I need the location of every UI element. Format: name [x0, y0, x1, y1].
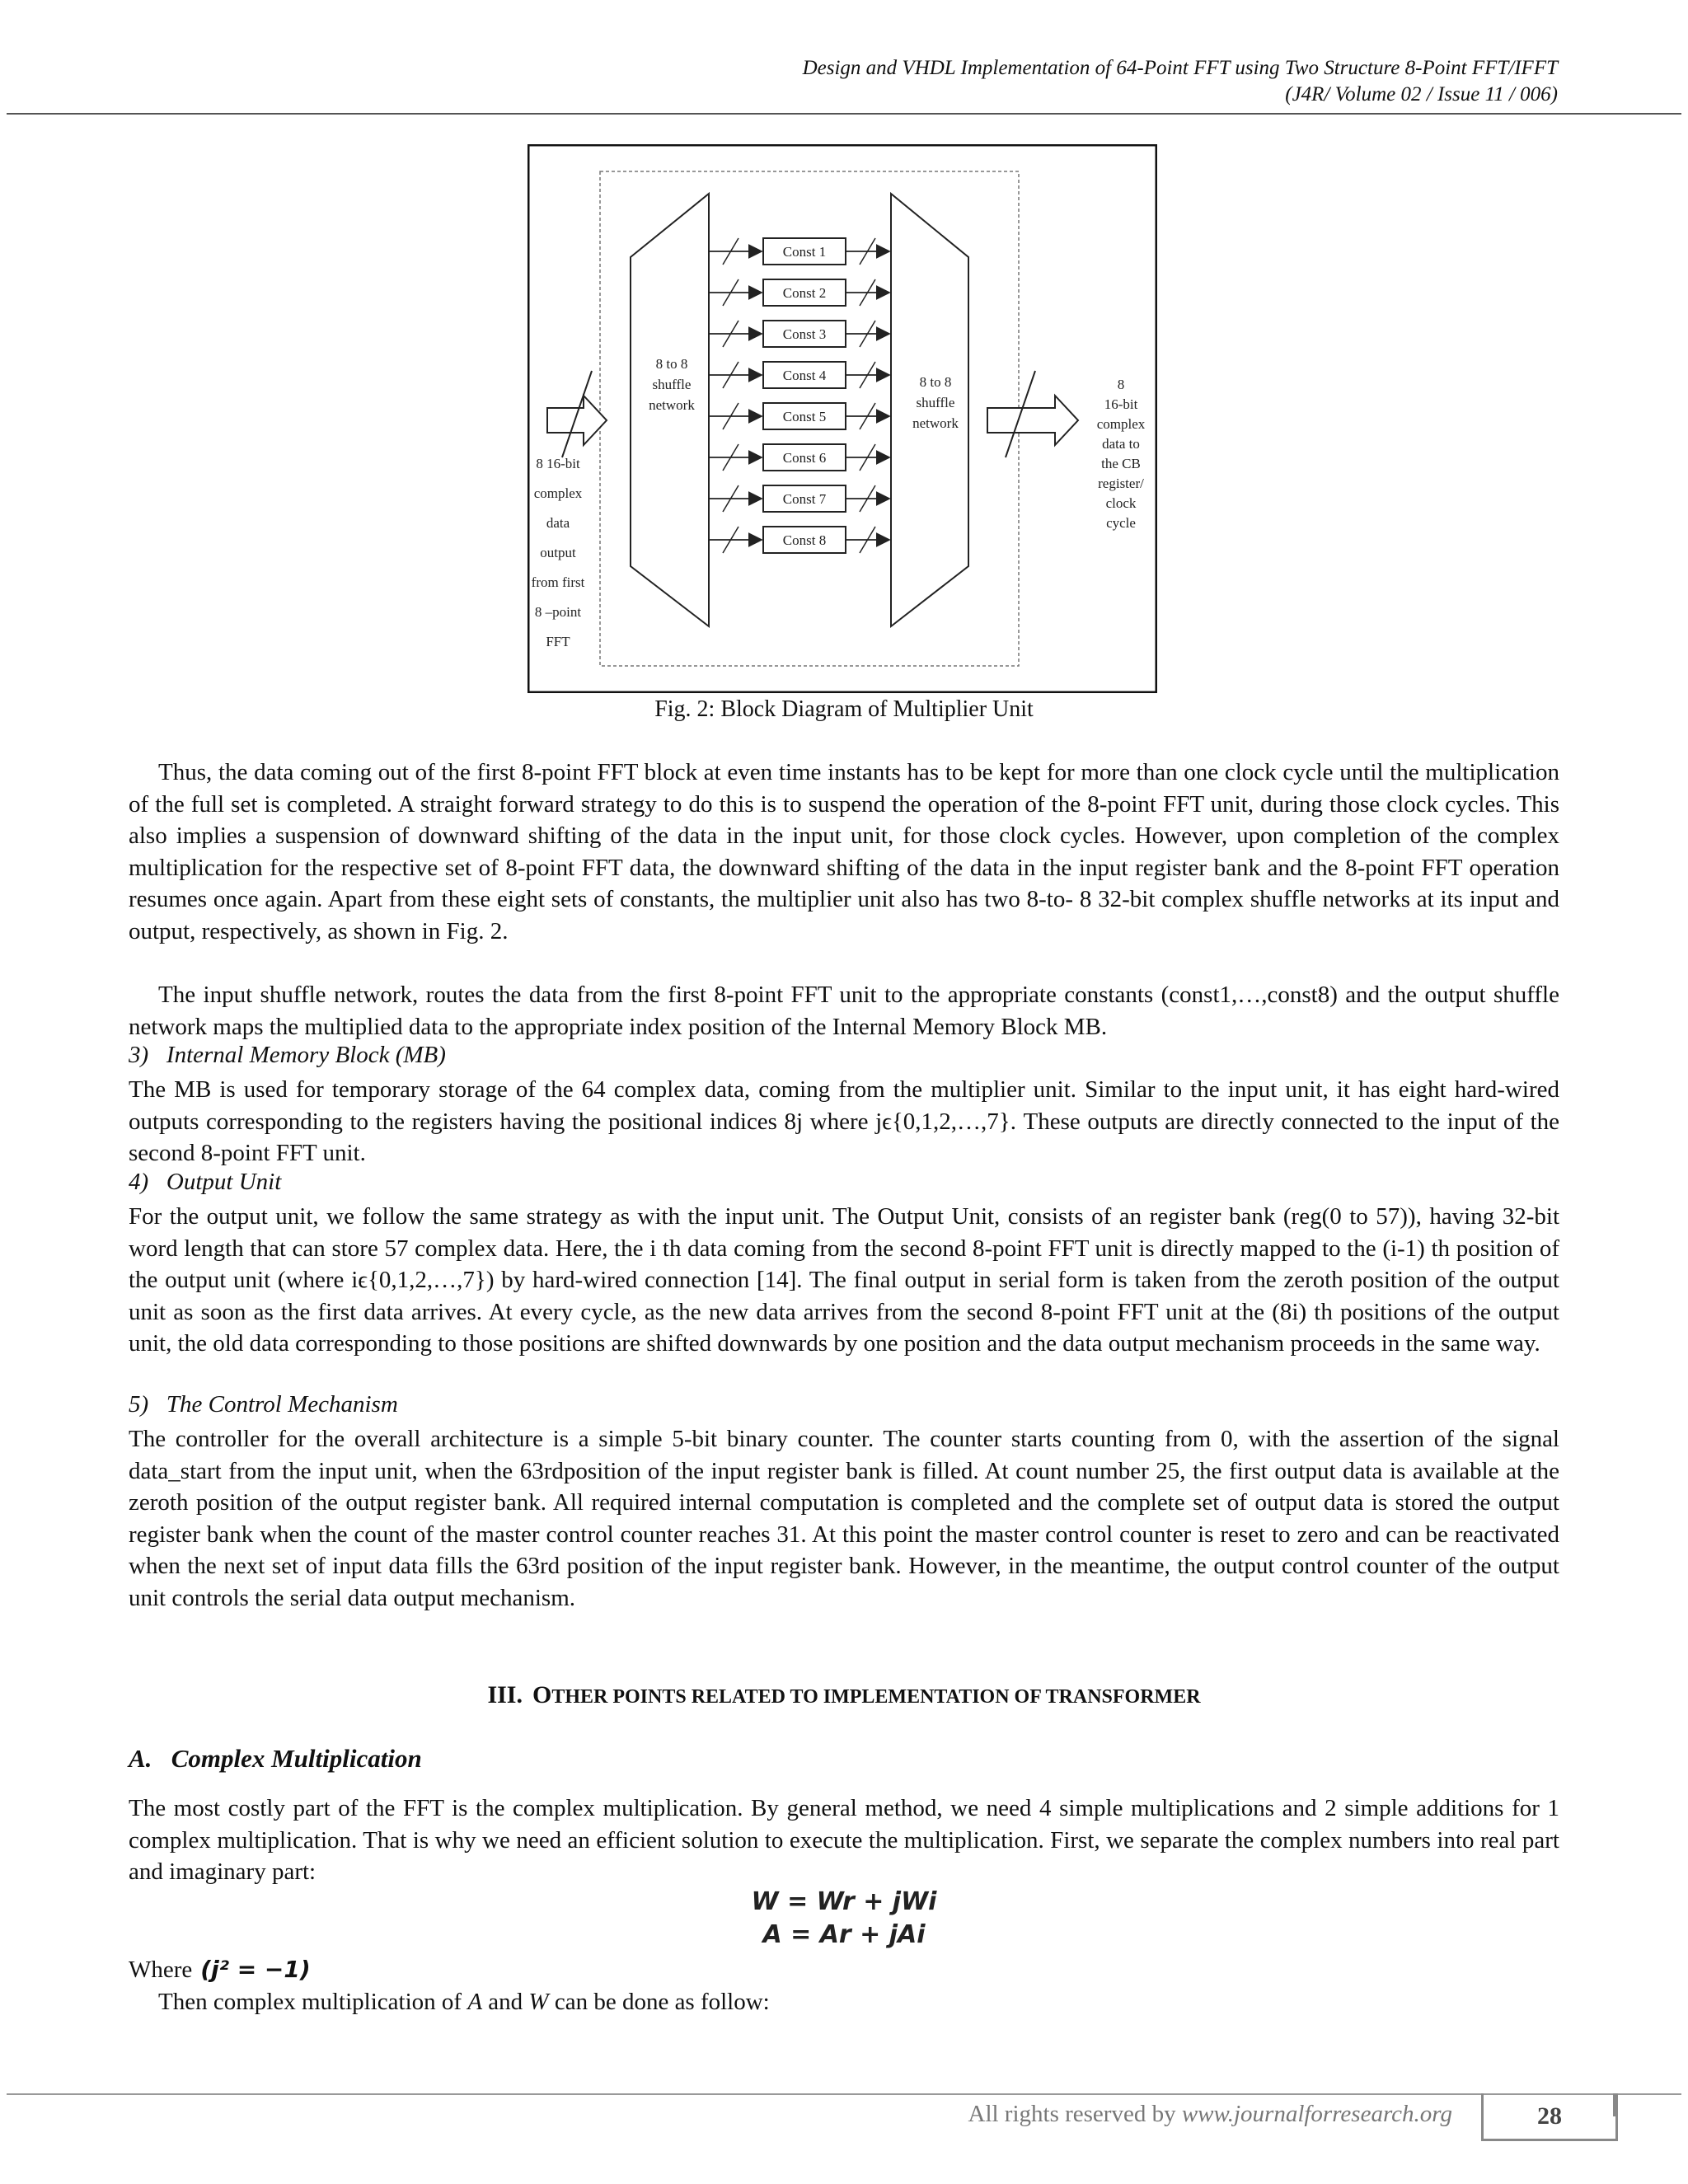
output-label-line: 8	[1117, 377, 1125, 392]
output-label-line: data to	[1102, 436, 1140, 452]
paragraph-5: The controller for the overall architecture is a simple 5-bit binary counter. The counter starts counting from 0, with the assertion of the signal data_start from the input unit, when the 63rdposition of the input register bank is filled. At count number 25, the first output data is available at the zeroth position of the output register bank. All required internal computation is completed and the complete set of output data is stored the output register bank when the count of the master control counter reaches 31. At this point the master control counter is reset to zero and can be reactivated when the next set of input data fills the 63rd position of the input register bank. However, in the meantime, the output control counter of the output unit controls the serial data output mechanism.	[129, 1426, 1559, 1611]
const-label: Const 8	[782, 532, 827, 548]
const-label: Const 7	[782, 491, 827, 507]
const-label: Const 6	[782, 450, 827, 466]
input-label-line: from first	[531, 574, 585, 590]
subheading-output-unit: 4) Output Unit	[129, 1169, 282, 1195]
const-label: Const 2	[782, 285, 827, 301]
paragraph-2: The input shuffle network, routes the data from the first 8-point FFT unit to the appropriate constants (const1,…,const8) and the output shuffle network maps the multiplied data to the appropriate index position of the Internal Memory Block MB.	[129, 982, 1559, 1040]
input-label-line: data	[546, 515, 570, 531]
subheading-control-mechanism: 5) The Control Mechanism	[129, 1391, 398, 1418]
where-line: Where (j² = −1)	[129, 1956, 311, 1983]
const-label: Const 4	[782, 368, 827, 383]
output-label-line: 16-bit	[1104, 396, 1138, 412]
paragraph-3: The MB is used for temporary storage of the 64 complex data, coming from the multiplier unit. Similar to the input unit, it has eight hard-wired outputs corresponding to the registers having the positional indices 8j where jϵ{0,1,2,…,7}. These outputs are directly connected to the input of the second 8-point FFT unit.	[129, 1076, 1559, 1166]
running-header-issue: (J4R/ Volume 02 / Issue 11 / 006)	[1285, 83, 1558, 105]
input-label-line: 8 –point	[534, 604, 582, 620]
right-network-text: shuffle	[916, 395, 955, 410]
input-label-line: 8 16-bit	[536, 456, 580, 471]
output-label-line: cycle	[1106, 515, 1136, 531]
const-label: Const 5	[782, 409, 827, 424]
paragraph-1: Thus, the data coming out of the first 8-point FFT block at even time instants has to be kept for more than one clock cycle until the multiplication of the full set is completed. A straight forward strategy to do this is to suspend the operation of the 8-point FFT unit, during those clock cycles. This also implies a suspension of downward shifting of the data in the input unit, for those clock cycles. However, upon completion of the complex multiplication for the respective set of 8-point FFT data, the downward shifting of the data in the input register bank and the 8-point FFT operation resumes once again. Apart from these eight sets of constants, the multiplier unit also has two 8-to- 8 32-bit complex shuffle networks at its input and output, respectively, as shown in Fig. 2.	[129, 759, 1559, 944]
right-network-text: network	[912, 415, 959, 431]
footer-site-link[interactable]: www.journalforresearch.org	[1181, 2101, 1452, 2127]
subsection-heading: A. Complex Multiplication	[129, 1744, 422, 1773]
const-label: Const 1	[782, 244, 827, 260]
section-heading: III. OTHER POINTS RELATED TO IMPLEMENTATION OF TRANSFORMER	[487, 1681, 1201, 1708]
left-network-text: 8 to 8	[655, 356, 688, 372]
output-label-line: complex	[1096, 416, 1146, 432]
multiplier-block-diagram	[528, 144, 1157, 693]
header-rule	[7, 113, 1681, 115]
right-network-text: 8 to 8	[919, 374, 952, 390]
const-label: Const 3	[782, 326, 827, 342]
figure-caption: Fig. 2: Block Diagram of Multiplier Unit	[654, 696, 1034, 722]
running-header-title: Design and VHDL Implementation of 64-Point FFT using Two Structure 8-Point FFT/IFFT	[802, 57, 1558, 79]
equation-a: A = Ar + jAi	[762, 1920, 926, 1949]
footer-rights: All rights reserved by www.journalforresearch.org	[968, 2101, 1452, 2127]
footer-rule	[7, 2093, 1681, 2095]
input-label-line: complex	[533, 485, 583, 501]
input-label-line: output	[540, 545, 576, 560]
left-network-text: shuffle	[652, 377, 692, 392]
paragraph-4: For the output unit, we follow the same strategy as with the input unit. The Output Unit, consists of an register bank (reg(0 to 57)), having 32-bit word length that can store 57 complex data. Here, the i th data coming from the second 8-point FFT unit is directly mapped to the (i-1) th position of the output unit (where iϵ{0,1,2,…,7}) by hard-wired connection [14]. The final output in serial form is taken from the zeroth position of the output unit as soon as the first data arrives. At every cycle, as the new data arrives from the second 8-point FFT unit at the (8i) th positions of the output unit, the old data corresponding to those positions are shifted downwards by one position and the data output mechanism proceeds in the same way.	[129, 1203, 1559, 1357]
left-network-text: network	[649, 397, 695, 413]
output-label-line: clock	[1105, 495, 1137, 511]
output-label-line: the CB	[1101, 456, 1141, 471]
then-line: Then complex multiplication of A and W can be done as follow:	[158, 1989, 770, 2015]
paragraph-6: The most costly part of the FFT is the complex multiplication. By general method, we need 4 simple multiplications and 2 simple additions for 1 complex multiplication. That is why we need an efficient solution to execute the multiplication. First, we separate the complex numbers into real part and imaginary part:	[129, 1795, 1559, 1885]
input-label-line: FFT	[546, 634, 570, 649]
subheading-internal-memory: 3) Internal Memory Block (MB)	[129, 1042, 446, 1068]
page-number: 28	[1481, 2093, 1618, 2141]
output-label-line: register/	[1098, 476, 1144, 491]
equation-w: W = Wr + jWi	[751, 1887, 937, 1916]
